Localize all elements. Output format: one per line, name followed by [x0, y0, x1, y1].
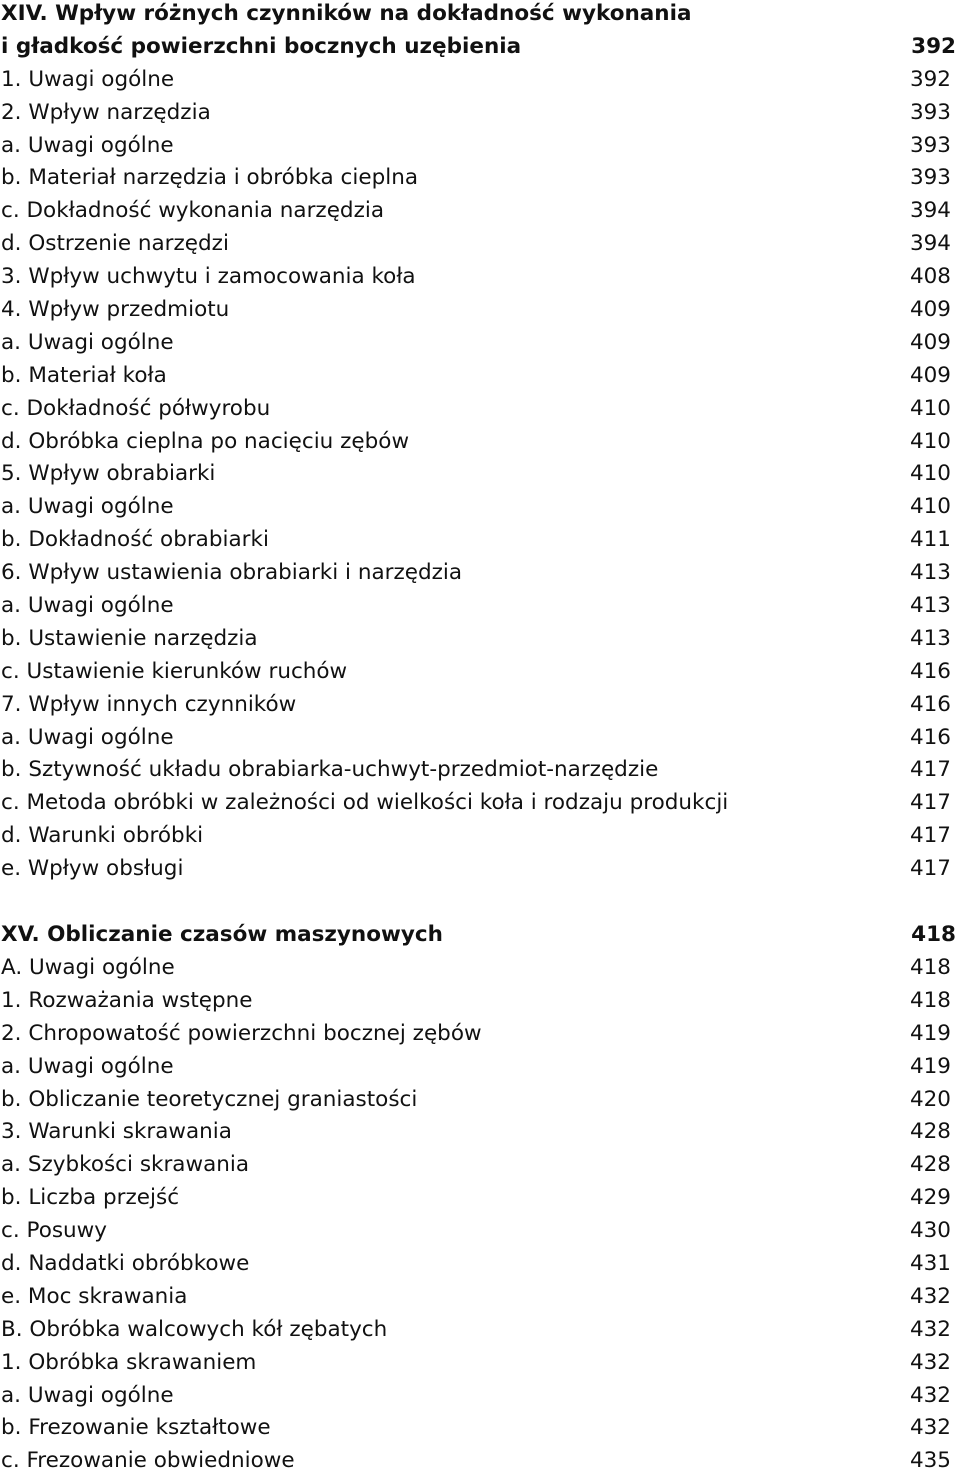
toc-entry-label: c. Metoda obróbki w zależności od wielkości koła i rodzaju produkcji	[1, 790, 729, 816]
toc-entry-page: 432	[909, 1382, 951, 1408]
toc-entry-label: b. Materiał koła	[1, 362, 167, 388]
toc-entry-label: c. Dokładność półwyrobu	[1, 395, 271, 421]
toc-entry-page: 392	[909, 66, 951, 92]
toc-entry	[0, 1182, 960, 1215]
chapter-xiv-entries	[0, 64, 960, 886]
toc-entry-label: 5. Wpływ obrabiarki	[1, 461, 216, 487]
toc-entry-page: 393	[909, 99, 951, 125]
toc-entry-page: 419	[909, 1020, 951, 1046]
toc-entry-page: 418	[909, 954, 951, 980]
toc-entry-label: c. Dokładność wykonania narzędzia	[1, 198, 385, 224]
toc-entry-page: 417	[909, 823, 951, 849]
toc-entry	[0, 557, 960, 590]
toc-entry-label: b. Frezowanie kształtowe	[1, 1415, 271, 1441]
chapter-xiv-heading-line-1	[0, 0, 960, 31]
toc-entry	[0, 162, 960, 195]
chapter-title: XV. Obliczanie czasów maszynowych	[1, 922, 443, 948]
toc-entry-page: 428	[909, 1119, 951, 1145]
toc-entry	[0, 1380, 960, 1413]
toc-entry-label: a. Uwagi ogólne	[1, 593, 174, 619]
toc-entry	[0, 656, 960, 689]
toc-entry-page: 432	[909, 1349, 951, 1375]
toc-entry-label: d. Ostrzenie narzędzi	[1, 231, 229, 257]
toc-entry	[0, 97, 960, 130]
chapter-page-number: 418	[911, 922, 956, 948]
toc-entry	[0, 820, 960, 853]
toc-entry	[0, 195, 960, 228]
chapter-xv-entries	[0, 952, 960, 1478]
toc-entry	[0, 1314, 960, 1347]
toc-entry-page: 417	[909, 856, 951, 882]
toc-entry-page: 416	[909, 691, 951, 717]
toc-entry-page: 429	[909, 1185, 951, 1211]
toc-entry-page: 394	[909, 198, 951, 224]
toc-entry-label: A. Uwagi ogólne	[1, 954, 175, 980]
toc-entry-page: 394	[909, 231, 951, 257]
toc-entry-page: 416	[909, 724, 951, 750]
toc-entry-page: 413	[909, 593, 951, 619]
toc-entry-label: e. Wpływ obsługi	[1, 856, 184, 882]
toc-entry	[0, 426, 960, 459]
toc-entry-label: 1. Rozważania wstępne	[1, 987, 253, 1013]
toc-entry-label: a. Uwagi ogólne	[1, 1382, 174, 1408]
toc-entry-label: b. Obliczanie teoretycznej graniastości	[1, 1086, 418, 1112]
toc-entry-page: 413	[909, 560, 951, 586]
toc-entry-page: 428	[909, 1152, 951, 1178]
toc-entry	[0, 360, 960, 393]
toc-entry	[0, 294, 960, 327]
toc-entry-label: b. Materiał narzędzia i obróbka cieplna	[1, 165, 419, 191]
toc-entry-label: c. Ustawienie kierunków ruchów	[1, 658, 348, 684]
toc-entry	[0, 590, 960, 623]
toc-entry-page: 409	[909, 362, 951, 388]
toc-entry	[0, 1412, 960, 1445]
chapter-xv-heading	[0, 919, 960, 952]
toc-entry	[0, 1445, 960, 1478]
toc-entry-label: a. Uwagi ogólne	[1, 132, 174, 158]
toc-entry	[0, 228, 960, 261]
toc-entry	[0, 327, 960, 360]
toc-entry-page: 432	[909, 1415, 951, 1441]
toc-entry	[0, 261, 960, 294]
toc-entry-label: b. Dokładność obrabiarki	[1, 527, 269, 553]
toc-entry	[0, 722, 960, 755]
toc-entry	[0, 1347, 960, 1380]
toc-entry	[0, 491, 960, 524]
toc-entry-page: 417	[909, 790, 951, 816]
toc-entry	[0, 1051, 960, 1084]
section-gap	[0, 886, 960, 919]
toc-entry	[0, 64, 960, 97]
toc-entry-page: 416	[909, 658, 951, 684]
toc-entry-page: 411	[909, 527, 951, 553]
toc-entry-page: 409	[909, 297, 951, 323]
toc-entry	[0, 623, 960, 656]
toc-entry-page: 418	[909, 987, 951, 1013]
toc-entry-page: 393	[909, 132, 951, 158]
toc-entry	[0, 1248, 960, 1281]
toc-entry	[0, 985, 960, 1018]
toc-entry-label: 3. Warunki skrawania	[1, 1119, 232, 1145]
toc-entry	[0, 393, 960, 426]
toc-entry	[0, 1084, 960, 1117]
toc-entry-page: 419	[909, 1053, 951, 1079]
chapter-xiv-heading-line-2	[0, 31, 960, 64]
toc-entry-page: 410	[909, 494, 951, 520]
toc-entry-page: 410	[909, 428, 951, 454]
toc-entry-label: a. Uwagi ogólne	[1, 494, 174, 520]
toc-entry-label: c. Posuwy	[1, 1218, 107, 1244]
toc-entry-label: e. Moc skrawania	[1, 1283, 188, 1309]
toc-entry	[0, 853, 960, 886]
toc-entry-label: 3. Wpływ uchwytu i zamocowania koła	[1, 264, 416, 290]
chapter-title: i gładkość powierzchni bocznych uzębienia	[1, 33, 522, 59]
toc-entry-label: 6. Wpływ ustawienia obrabiarki i narzędzia	[1, 560, 463, 586]
toc-entry	[0, 689, 960, 722]
toc-entry	[0, 1281, 960, 1314]
toc-entry	[0, 787, 960, 820]
toc-entry	[0, 1149, 960, 1182]
toc-entry-label: 4. Wpływ przedmiotu	[1, 297, 230, 323]
toc-entry	[0, 754, 960, 787]
toc-entry-page: 409	[909, 329, 951, 355]
chapter-page-number: 392	[911, 33, 956, 59]
toc-entry-label: 1. Obróbka skrawaniem	[1, 1349, 257, 1375]
toc-entry-label: d. Obróbka cieplna po nacięciu zębów	[1, 428, 410, 454]
toc-entry-page: 410	[909, 395, 951, 421]
toc-entry-page: 417	[909, 757, 951, 783]
toc-entry-label: B. Obróbka walcowych kół zębatych	[1, 1316, 388, 1342]
toc-entry	[0, 130, 960, 163]
toc-entry-label: a. Szybkości skrawania	[1, 1152, 250, 1178]
toc-entry-label: c. Frezowanie obwiedniowe	[1, 1448, 295, 1474]
toc-entry-label: 7. Wpływ innych czynników	[1, 691, 297, 717]
toc-entry-page: 432	[909, 1283, 951, 1309]
toc-entry-label: b. Sztywność układu obrabiarka-uchwyt-przedmiot-narzędzie	[1, 757, 659, 783]
toc-entry-page: 431	[909, 1250, 951, 1276]
toc-entry-page: 430	[909, 1218, 951, 1244]
toc-entry-page: 408	[909, 264, 951, 290]
toc-entry-page: 413	[909, 625, 951, 651]
toc-entry	[0, 1018, 960, 1051]
toc-entry-label: 1. Uwagi ogólne	[1, 66, 175, 92]
toc-entry-label: 2. Chropowatość powierzchni bocznej zębów	[1, 1020, 482, 1046]
toc-entry	[0, 1215, 960, 1248]
toc-entry	[0, 524, 960, 557]
chapter-title: XIV. Wpływ różnych czynników na dokładność wykonania	[1, 1, 692, 26]
toc-entry	[0, 952, 960, 985]
toc-entry-page: 432	[909, 1316, 951, 1342]
toc-entry	[0, 1116, 960, 1149]
toc-entry-label: a. Uwagi ogólne	[1, 724, 174, 750]
toc-entry-page: 435	[909, 1448, 951, 1474]
toc-entry-label: d. Warunki obróbki	[1, 823, 204, 849]
toc-entry-label: b. Liczba przejść	[1, 1185, 180, 1211]
toc-entry-label: a. Uwagi ogólne	[1, 329, 174, 355]
toc-entry-page: 420	[909, 1086, 951, 1112]
toc-entry-label: b. Ustawienie narzędzia	[1, 625, 258, 651]
toc-entry-label: d. Naddatki obróbkowe	[1, 1250, 250, 1276]
toc-entry-label: a. Uwagi ogólne	[1, 1053, 174, 1079]
toc-entry-page: 393	[909, 165, 951, 191]
toc-entry-label: 2. Wpływ narzędzia	[1, 99, 211, 125]
toc-entry	[0, 458, 960, 491]
toc-entry-page: 410	[909, 461, 951, 487]
